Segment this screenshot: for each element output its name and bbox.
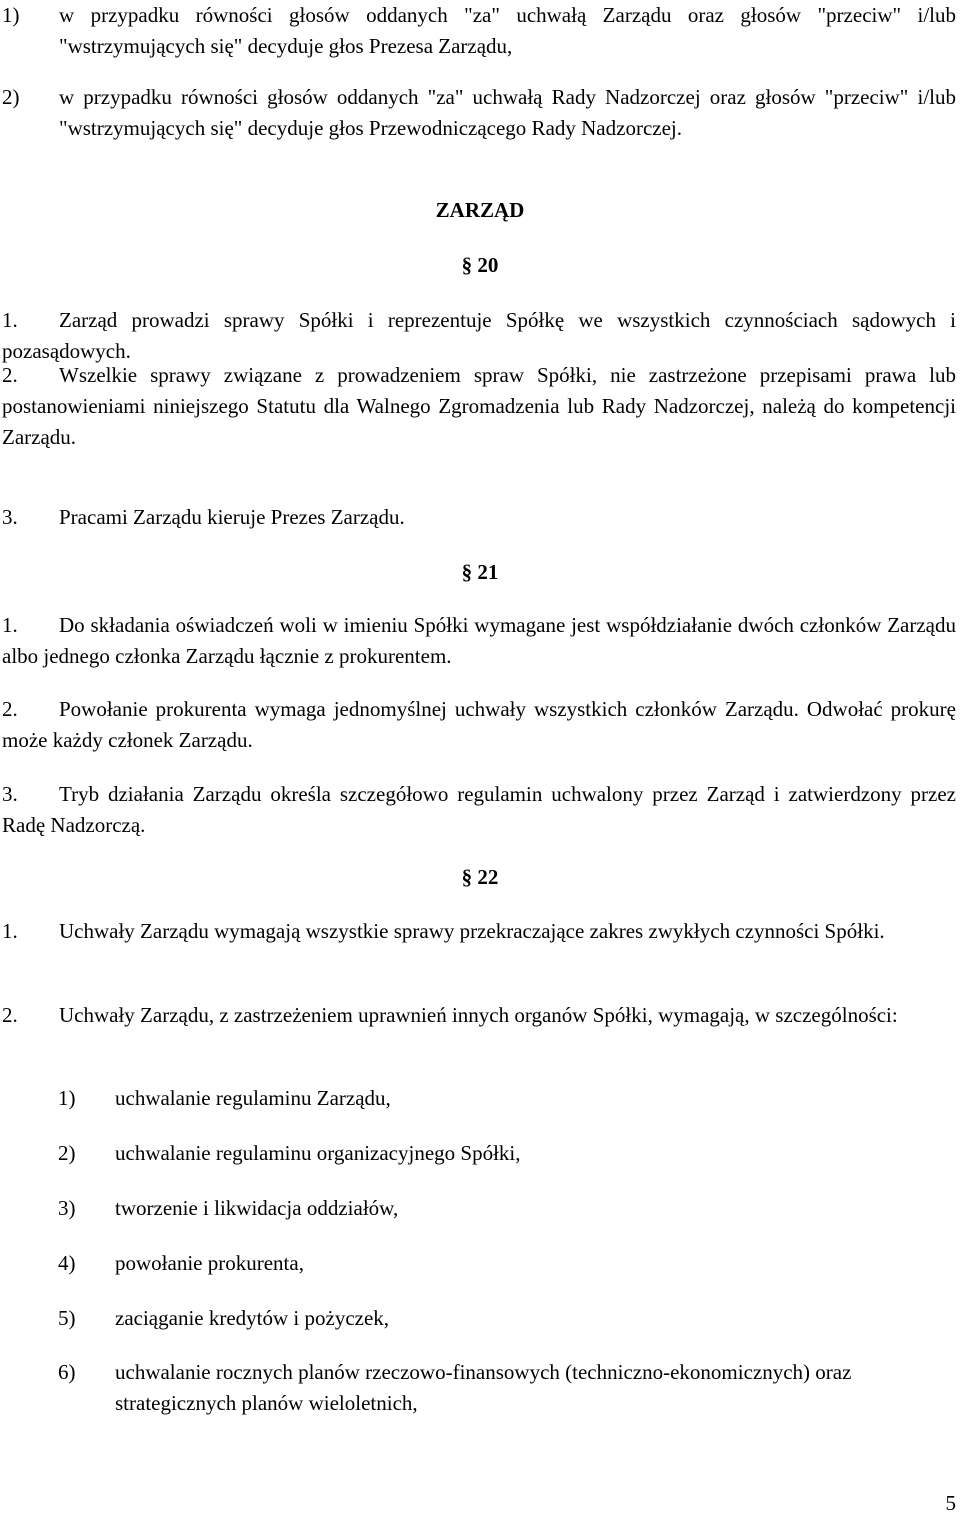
- section-21-paragraph-3: [2, 779, 956, 841]
- intro-item-1-text: w przypadku równości głosów oddanych "za" uchwałą Zarządu oraz głosów "przeciw" i/lub "wstrzymujących się" decyduje głos Prezesa Zarządu,: [59, 3, 956, 58]
- sub-item-5-text: zaciąganie kredytów i pożyczek,: [115, 1306, 390, 1330]
- intro-item-2-number: 2): [2, 85, 20, 109]
- sub-item-2: [58, 1138, 956, 1169]
- intro-item-2-text: w przypadku równości głosów oddanych "za" uchwałą Rady Nadzorczej oraz głosów "przeciw" i/lub "wstrzymujących się" decyduje głos Przewodniczącego Rady Nadzorczej.: [59, 85, 956, 140]
- sub-item-3-number: 3): [58, 1196, 76, 1220]
- section-20-paragraph-3-text: Pracami Zarządu kieruje Prezes Zarządu.: [59, 505, 405, 529]
- section-22-paragraph-2-text: Uchwały Zarządu, z zastrzeżeniem uprawnień innych organów Spółki, wymagają, w szczególności:: [59, 1003, 898, 1027]
- sub-item-5: [58, 1303, 956, 1334]
- section-22-heading: § 22: [461, 865, 499, 889]
- sub-item-2-number: 2): [58, 1141, 76, 1165]
- sub-item-1-number: 1): [58, 1086, 76, 1110]
- sub-item-4: [58, 1248, 956, 1279]
- sub-item-3: [58, 1193, 956, 1224]
- section-21-paragraph-3-number: 3.: [2, 782, 18, 806]
- section-21-heading: § 21: [461, 560, 499, 584]
- sub-item-6-text: uchwalanie rocznych planów rzeczowo-finansowych (techniczno-ekonomicznych) oraz strategicznych planów wieloletnich,: [115, 1360, 852, 1415]
- chapter-title: ZARZĄD: [435, 198, 525, 222]
- section-20-paragraph-1-number: 1.: [2, 308, 18, 332]
- section-22-paragraph-1: [2, 916, 956, 947]
- sub-item-1-text: uchwalanie regulaminu Zarządu,: [115, 1086, 391, 1110]
- sub-item-3-text: tworzenie i likwidacja oddziałów,: [115, 1196, 399, 1220]
- page-number: 5: [945, 1491, 956, 1515]
- sub-item-2-text: uchwalanie regulaminu organizacyjnego Spółki,: [115, 1141, 521, 1165]
- sub-item-6: [58, 1357, 956, 1419]
- section-21-paragraph-2-number: 2.: [2, 697, 18, 721]
- section-20-paragraph-1: [2, 305, 956, 367]
- sub-item-6-number: 6): [58, 1360, 76, 1384]
- section-21-paragraph-1-number: 1.: [2, 613, 18, 637]
- section-21-paragraph-1-text: Do składania oświadczeń woli w imieniu Spółki wymagane jest współdziałanie dwóch członków Zarządu albo jednego członka Zarządu łącznie z prokurentem.: [2, 613, 956, 668]
- section-21-paragraph-2-text: Powołanie prokurenta wymaga jednomyślnej uchwały wszystkich członków Zarządu. Odwołać prokurę może każdy członek Zarządu.: [2, 697, 956, 752]
- section-20-paragraph-3-number: 3.: [2, 505, 18, 529]
- section-21-paragraph-2: [2, 694, 956, 756]
- sub-item-4-number: 4): [58, 1251, 76, 1275]
- section-20-paragraph-2-number: 2.: [2, 363, 18, 387]
- sub-item-5-number: 5): [58, 1306, 76, 1330]
- section-20-paragraph-1-text: Zarząd prowadzi sprawy Spółki i reprezentuje Spółkę we wszystkich czynnościach sądowych i pozasądowych.: [2, 308, 956, 363]
- section-20-paragraph-2: [2, 360, 956, 453]
- sub-item-4-text: powołanie prokurenta,: [115, 1251, 304, 1275]
- section-22-paragraph-2-number: 2.: [2, 1003, 18, 1027]
- section-22-paragraph-1-number: 1.: [2, 919, 18, 943]
- section-21-paragraph-3-text: Tryb działania Zarządu określa szczegółowo regulamin uchwalony przez Zarząd i zatwierdzony przez Radę Nadzorczą.: [2, 782, 956, 837]
- section-20-paragraph-3: [2, 502, 956, 533]
- intro-item-2: [2, 82, 956, 144]
- section-21-paragraph-1: [2, 610, 956, 672]
- section-20-heading: § 20: [461, 253, 499, 277]
- intro-item-1-number: 1): [2, 3, 20, 27]
- section-22-paragraph-2: [2, 1000, 956, 1031]
- sub-item-1: [58, 1083, 956, 1114]
- section-20-paragraph-2-text: Wszelkie sprawy związane z prowadzeniem spraw Spółki, nie zastrzeżone przepisami prawa lub postanowieniami niniejszego Statutu dla Walnego Zgromadzenia lub Rady Nadzorczej, należą do kompetencji Zarządu.: [2, 363, 956, 449]
- section-22-paragraph-1-text: Uchwały Zarządu wymagają wszystkie sprawy przekraczające zakres zwykłych czynności Spółki.: [59, 919, 885, 943]
- intro-item-1: [2, 0, 956, 62]
